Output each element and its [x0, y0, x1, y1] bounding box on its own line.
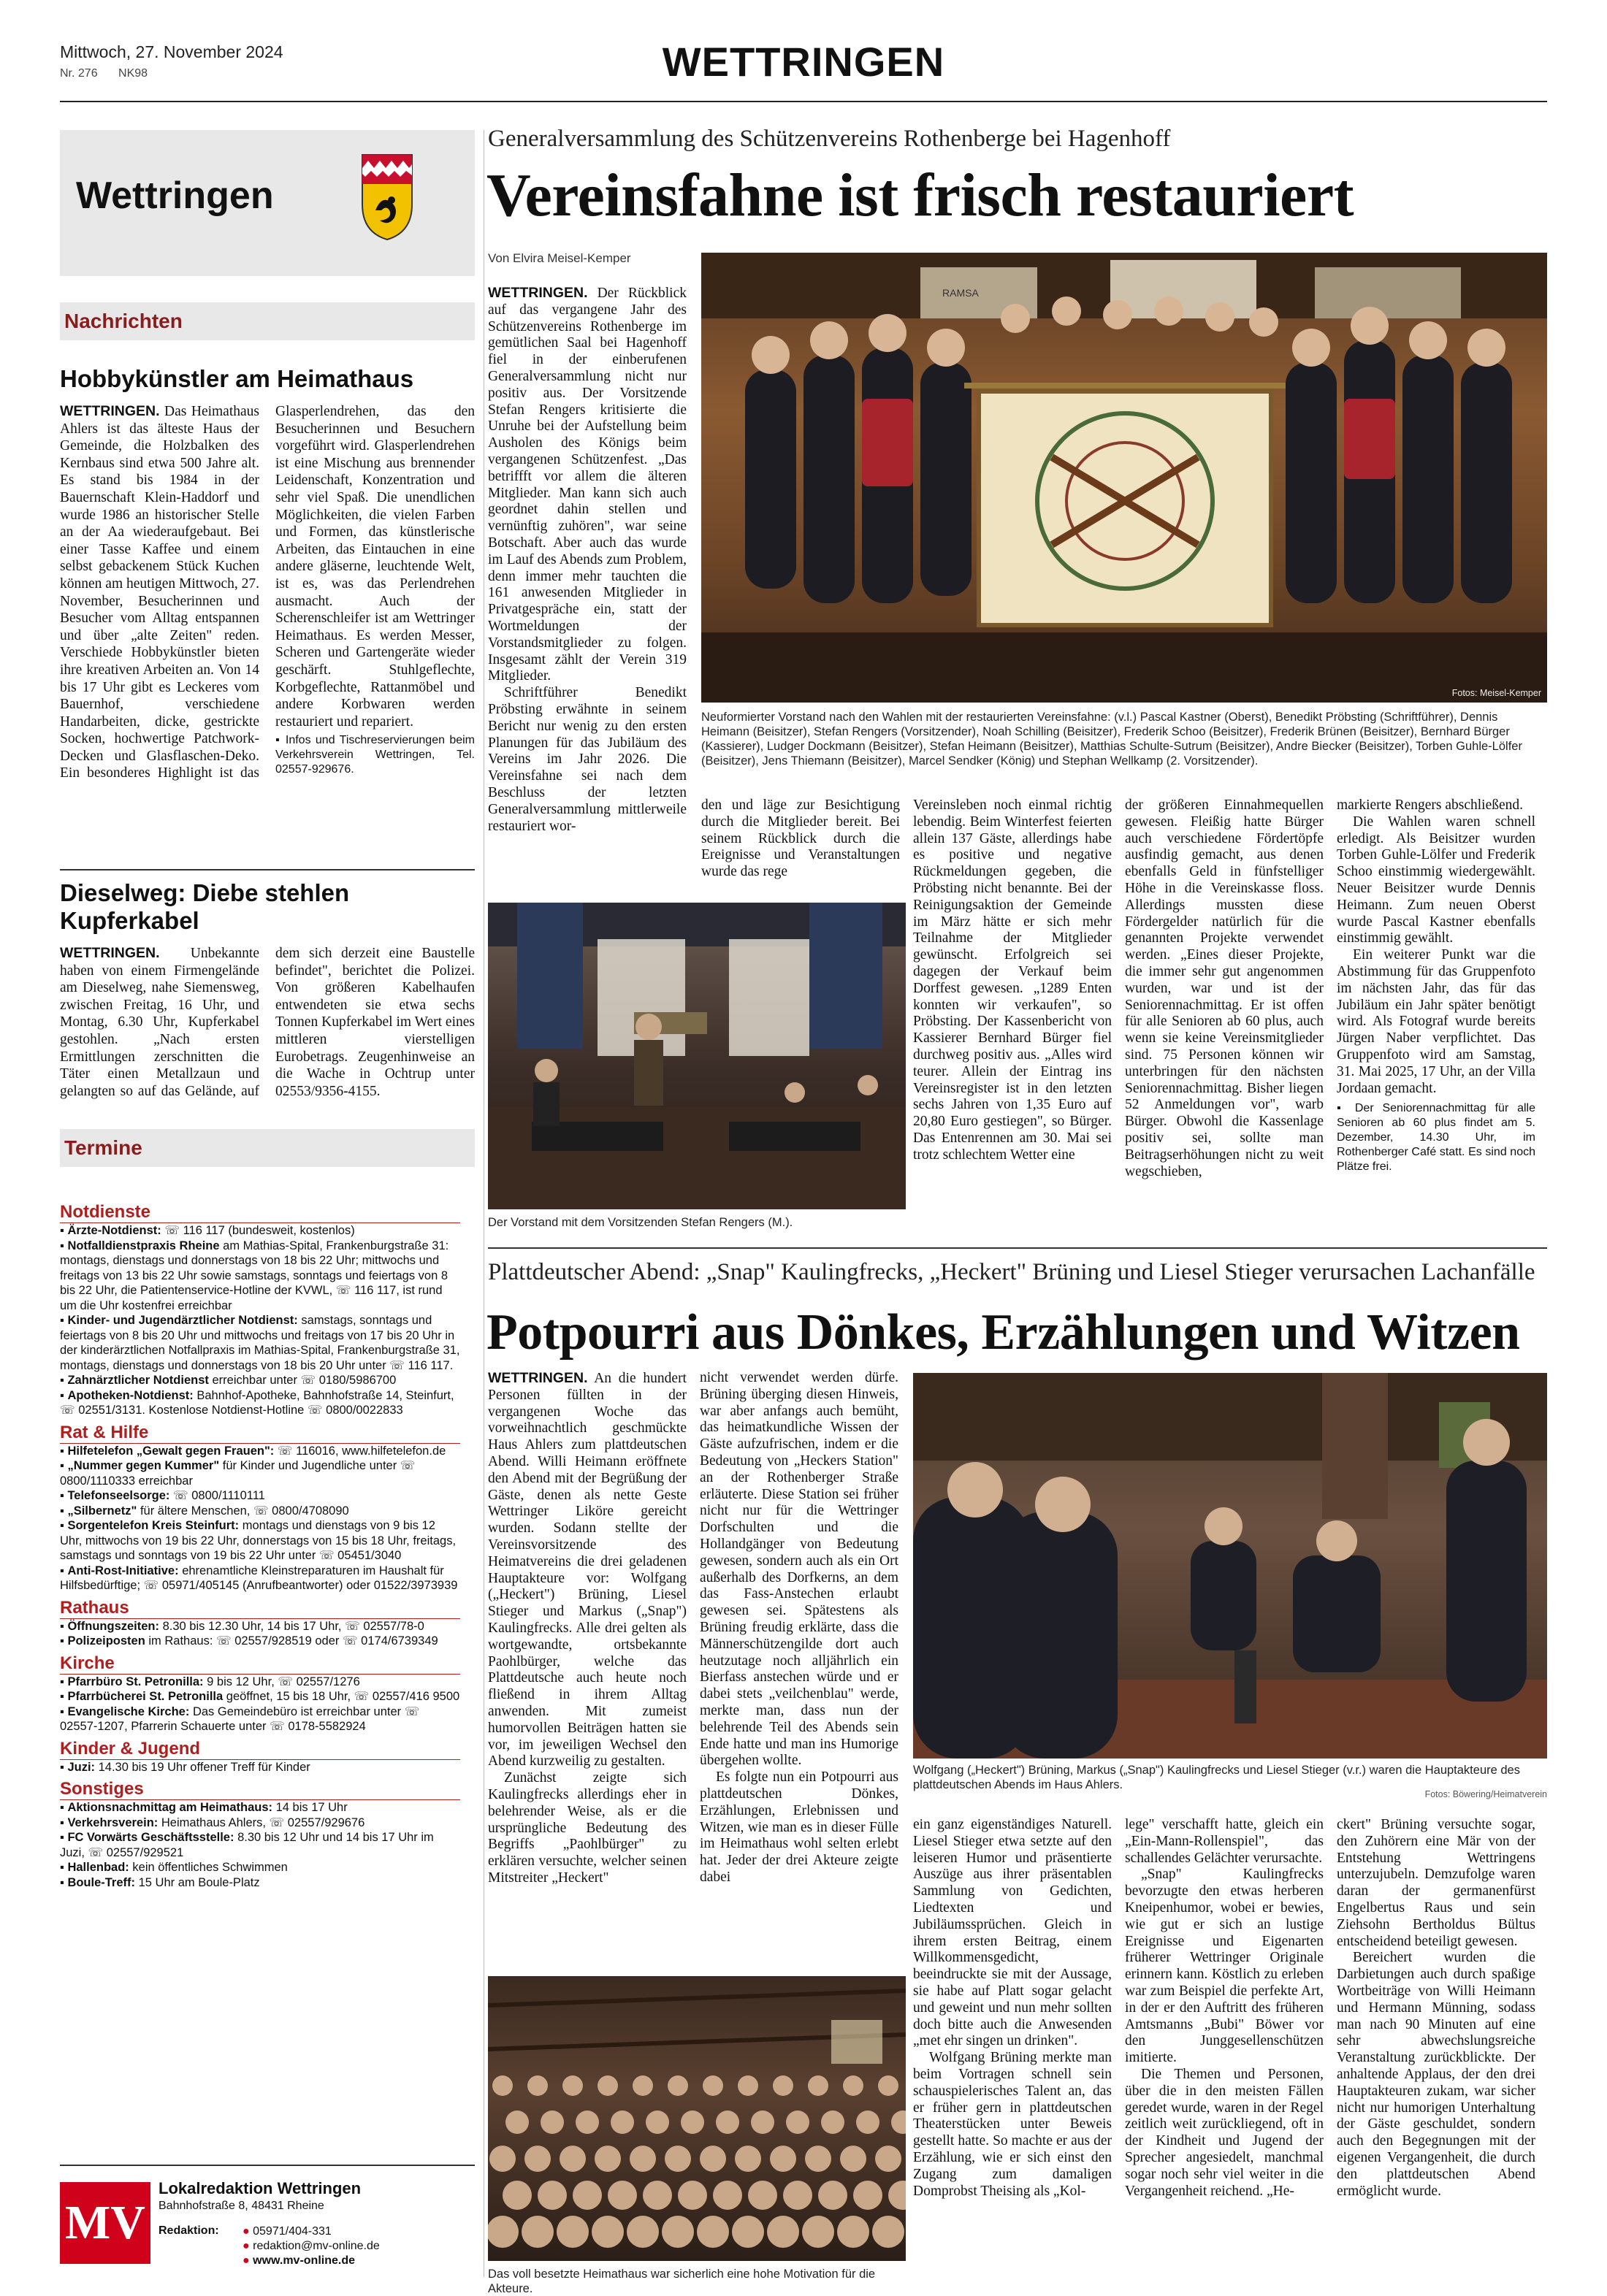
service-item — [60, 1388, 460, 1418]
news-heading: Nachrichten — [60, 302, 475, 340]
service-item-label: Aktionsnachmittag am Heimathaus: — [67, 1801, 272, 1814]
audience-head — [611, 2111, 634, 2134]
bullet-icon: ▪ — [60, 1444, 68, 1458]
footer-phone[interactable] — [243, 2224, 380, 2239]
mail-icon: ● — [243, 2240, 250, 2252]
service-group-heading: Rathaus — [60, 1598, 460, 1619]
audience-head — [713, 2181, 742, 2210]
service-group-heading: Rat & Hilfe — [60, 1423, 460, 1444]
service-item-label: Kinder- und Jugendärztlicher Notdienst: — [67, 1314, 298, 1327]
service-item-label: Zahnärztlicher Notdienst — [67, 1374, 209, 1387]
audience-head — [492, 2075, 513, 2096]
article1-col4: der größeren Einnahmequellen gewesen. Fleißig hatte Bürger auch verschiedene Fördertöpfe ausfindig gemacht, aus denen ebenfalls Geld in fünfstelliger Höhe in die Vereinskasse floss. Allerdings mussten diese Fördergelder natürlich für die genannten Projekte verwendet werden. „Eines dieser Projekte, die immer sehr gut angenommen wurden, war und ist der Seniorennachmittag. Er ist offen für alle Senioren ab 60 plus, auch wenn sie keine Vereinsmitglieder sind. 75 Personen können wir unterbringen für den nächsten Seniorennachmittag. Bisher liegen 52 Anmeldungen vor", warb Bürger. Obwohl die Kassenlage positiv sei, sollte man Beitragserhöhungen nicht zu weit wegschieben, — [1125, 797, 1324, 1179]
bullet-icon: ▪ — [60, 1519, 68, 1532]
audience-head — [697, 2216, 729, 2248]
service-group-heading: Kirche — [60, 1653, 460, 1675]
issue-date: Mittwoch, 27. November 2024 — [60, 42, 283, 61]
bullet-icon: ▪ — [60, 1815, 68, 1829]
audience-head — [598, 2075, 618, 2096]
service-item-text: 14 bis 17 Uhr — [275, 1801, 348, 1814]
audience-head — [751, 2111, 774, 2134]
service-item-label: Pfarrbücherei St. Petronilla — [67, 1690, 224, 1703]
service-item-label: Ärzte-Notdienst: — [67, 1224, 161, 1237]
story-diesel-body — [60, 945, 475, 1100]
audience-head — [541, 2111, 564, 2134]
service-item-text: Bahnhof-Apotheke, Bahnhofstraße 14, Steinfurt, ☏ 02551/3131. Kostenlose Notdienst-Hotline ☏ 0800/0022833 — [60, 1388, 454, 1417]
audience-head — [630, 2146, 656, 2172]
audience-head — [786, 2111, 809, 2134]
service-item — [60, 1689, 460, 1704]
service-item-label: Pfarrbüro St. Petronilla: — [67, 1675, 204, 1688]
bullet-icon: ▪ — [60, 1861, 68, 1874]
performers-photo — [913, 1373, 1547, 1759]
article2-col2b: Es folgte nun ein Potpourri aus plattdeutschen Dönkes, Erzählungen, Erlebnissen und Witzen, wie man es in dieser Fülle im Heimathaus wohl selten erlebt hat. Jeder der drei Akteure zeigte dabei — [700, 1769, 898, 1885]
bullet-icon: ▪ — [60, 1875, 68, 1889]
audience-head — [538, 2181, 567, 2210]
story-diesel-title: Dieselweg: Diebe stehlen Kupferkabel — [60, 879, 350, 934]
service-item — [60, 1675, 460, 1690]
audience-head — [524, 2146, 551, 2172]
audience-head — [735, 2146, 761, 2172]
bullet-icon: ▪ — [60, 1459, 68, 1472]
audience-head — [837, 2216, 869, 2248]
service-item — [60, 1800, 460, 1815]
audience-head — [818, 2181, 847, 2210]
audience-head — [805, 2146, 831, 2172]
audience-head — [488, 2216, 519, 2248]
audience-head — [748, 2181, 777, 2210]
footer-divider — [60, 2165, 475, 2166]
service-item — [60, 1760, 460, 1775]
article2-headline: Potpourri aus Dönkes, Erzählungen und Witzen — [486, 1304, 1520, 1361]
audience-head — [627, 2216, 659, 2248]
audience-head — [505, 2111, 529, 2134]
mv-logo: MV — [60, 2182, 150, 2264]
service-item-label: Evangelische Kirche: — [67, 1704, 190, 1718]
footer-web-text: www.mv-online.de — [253, 2254, 355, 2267]
service-item-label: Öffnungszeiten: — [67, 1619, 160, 1633]
service-item — [60, 1313, 460, 1373]
audience-head — [522, 2216, 554, 2248]
service-item-label: Anti-Rost-Initiative: — [67, 1564, 179, 1577]
termine-heading: Termine — [60, 1129, 475, 1167]
service-item — [60, 1704, 460, 1734]
service-item-label: Telefonseelsorge: — [67, 1489, 170, 1502]
article1-col1b: Schriftführer Benedikt Pröbsting erwähnte in seinem Bericht nur wenig zu den ersten Planungen für das Jubiläum des Vereins im Jahr 2026. Die Vereinsfahne sei nach dem Beschluss der letzten Generalversammlung mittlerweile restauriert wor- — [488, 685, 687, 834]
audience-photo — [488, 1976, 906, 2261]
audience-head — [872, 2216, 904, 2248]
audience-head — [783, 2181, 812, 2210]
audience-head — [592, 2216, 624, 2248]
bullet-icon: ▪ — [60, 1314, 68, 1327]
article2-col3a: ein ganz eigenständiges Naturell. Liesel Stieger etwa setzte auf den leiseren Humor und präsentierte Auszüge aus ihrer präsentablen Sammlung von Gedichten, Liedtexten und Jubiläumssprüchen. Gleich in ihrem ersten Beitrag, einem Willkommensgedicht, beeindruckte sie mit der Aussage, sie habe auf Platt sogar gelacht und geweint und nun mehr sollten doch bitte auch die Anwesenden „met ehr singen un drinken". — [913, 1817, 1112, 2049]
globe-icon: ● — [243, 2254, 250, 2267]
audience-head — [878, 2075, 898, 2096]
audience-head — [646, 2111, 669, 2134]
audience-head — [678, 2181, 707, 2210]
service-item-text: im Rathaus: ☏ 02557/928519 oder ☏ 0174/6739349 — [148, 1634, 438, 1648]
service-item-label: „Silbernetz" — [67, 1504, 137, 1518]
footer-email-text: redaktion@mv-online.de — [253, 2240, 380, 2252]
service-item-text: ☏ 0800/1110111 — [173, 1489, 265, 1502]
edition-code: NK98 — [118, 67, 148, 80]
masthead-rule — [60, 101, 1547, 102]
article1-byline: Von Elvira Meisel-Kemper — [488, 251, 631, 265]
bullet-icon: ▪ — [60, 1831, 68, 1844]
story-hobby-body — [60, 403, 475, 782]
audience-head — [668, 2075, 688, 2096]
story-hobby — [60, 365, 475, 782]
service-item-label: Sorgentelefon Kreis Steinfurt: — [67, 1519, 240, 1532]
service-item-text: Heimathaus Ahlers, ☏ 02557/929676 — [161, 1815, 365, 1829]
speaker-photo-art — [488, 903, 906, 1209]
audience-head — [633, 2075, 653, 2096]
article2-col4 — [1125, 1817, 1324, 2200]
service-item — [60, 1564, 460, 1593]
service-item-label: Verkehrsverein: — [67, 1815, 159, 1829]
bullet-icon: ▪ — [60, 1760, 68, 1774]
service-item-text: am Mathias-Spital, Frankenburgstraße 31: montags, dienstags und donnerstags von 18 bis 22 Uhr; mittwochs und freitags von 13 bis 22 Uhr sowie samstags, sonntags und feiertags von 8 bis 22 Uhr, die Patientenservice-Hotline der KVWL, ☏ 116 117, ist rund um die Uhr kostenfrei erreichbar — [60, 1239, 449, 1312]
service-item-label: Apotheken-Notdienst: — [67, 1388, 194, 1402]
group-photo — [701, 253, 1547, 703]
audience-head — [595, 2146, 621, 2172]
article2-col4b: „Snap" Kaulingfrecks bevorzugte den etwas herberen Kneipenhumor, wobei er bewies, wie gut er sich an lustige Ereignisse und Eigenarten früherer Wettringer Originale erinnern kann. Köstlich zu erleben war zum Beispiel die perfekte Art, in der er den Auftritt des früheren Amtsmanns „Bubi" Böwer vor den Junggesellenschützen imitierte. — [1125, 1867, 1324, 2066]
audience-head — [562, 2075, 583, 2096]
service-item — [60, 1860, 460, 1875]
article1-col2: den und läge zur Besichtigung durch die Mitglieder bereit. Bei seinem Rückblick durch die Ereignisse und Veranstaltungen wurde das rege — [701, 797, 900, 880]
audience-head — [716, 2111, 739, 2134]
article1-col5b: Die Wahlen waren schnell erledigt. Als Beisitzer wurden Torben Guhle-Lölfer und Frederik Schoo einstimmig wiedergewählt. Neuer Beisitzer wurde Dennis Heimann. Zum neuen Oberst wurde Pascal Kastner ebenfalls einstimmig gewählt. — [1337, 814, 1535, 946]
service-item-text: kein öffentliches Schwimmen — [132, 1861, 288, 1874]
audience-head — [840, 2146, 866, 2172]
audience-head — [773, 2075, 793, 2096]
article2-dateline: WETTRINGEN. — [488, 1370, 588, 1386]
story-hobby-info: ▪ Infos und Tischreservierungen beim Verkehrsverein Wettringen, Tel. 02557-929676. — [275, 734, 476, 776]
bullet-icon: ▪ — [60, 1504, 68, 1518]
service-item — [60, 1634, 460, 1649]
service-item — [60, 1223, 460, 1239]
audience-head — [665, 2146, 691, 2172]
footer-web[interactable] — [243, 2254, 380, 2268]
article1-kicker: Generalversammlung des Schützenvereins Rothenberge bei Hagenhoff — [488, 126, 1171, 152]
story-hobby-text: Das Heimathaus Ahlers ist das älteste Haus der Gemeinde, die Holzbalken des Kernbaus sind etwa 500 Jahre alt. Es stand bis 1984 in der Bauernschaft Klein-Haddorf und wurde 1986 an historischer Stelle an der Aa wiederaufgebaut. Bei einer Tasse Kaffee und einem selbst gebackenem Stück Kuchen können am heutigen Mittwoch, 27. November, Besucherinnen und Besucher vom Alltag entspannen und über „alte Zeiten" reden. Verschiede Hobbykünstler bieten ihre kreativen Arbeiten an. Von 14 bis 17 Uhr gibt es Leckeres vom Bauernhof, verschiedene Handarbeiten, dicke, gestrickte Socken, hochwertige Patchwork-Decken und Glasflaschen-Deko. Ein besonderes Highlight ist das Glasperlendrehen, das den Besucherinnen und Besuchern vorgeführt wird. Glasperlendrehen ist eine Mischung aus brennender Leidenschaft, Konzentration und sehr viel Spaß. Die unendlichen Möglichkeiten, die vielen Farben und Formen, das künstlerische Arbeiten, das Eintauchen in eine andere gläserne, leuchtende Welt, ist es, was das Perlendrehen ausmacht. Auch der Scherenschleifer ist am Wettringer Heimathaus. Es werden Messer, Scheren und Gartengeräte wieder geschärft. Stuhlgeflechte, Korbgeflechte, Rattanmöbel und andere Korbwaren werden restauriert und repariert. — [60, 404, 475, 781]
audience-head — [700, 2146, 726, 2172]
bullet-icon: ▪ — [60, 1690, 68, 1703]
audience-head — [767, 2216, 799, 2248]
audience-head — [853, 2181, 882, 2210]
audience-head — [681, 2111, 704, 2134]
service-item — [60, 1518, 460, 1564]
service-item-text: ☏ 116 117 (bundesweit, kostenlos) — [164, 1224, 355, 1237]
audience-head — [557, 2216, 589, 2248]
bullet-icon: ▪ — [60, 1239, 68, 1252]
article1-col5a: markierte Rengers abschließend. — [1337, 797, 1524, 813]
speaker-photo — [488, 903, 906, 1209]
service-group-heading: Notdienste — [60, 1202, 460, 1223]
caption-group-photo-text: Neuformierter Vorstand nach den Wahlen mit der restaurierten Vereinsfahne: (v.l.) Pascal Kastner (Oberst), Benedikt Pröbsting (Schriftführer), Dennis Heimann (Beisitzer), Stefan Rengers (Vorsitzender), Noah Schilling (Beisitzer), Frederik Schoo (Beisitzer), Frederik Brünen (Beisitzer), Bernhard Bürger (Kassierer), Ludger Dockmann (Beisitzer), Stefan Heimann (Beisitzer), Matthias Schulte-Sutrum (Beisitzer), Andre Biecker (Beisitzer), Torben Guhle-Lölfer (Beisitzer), Jens Thiemann (Beisitzer), Marcel Sendker (König) und Stephan Wellkamp (2. Vorsitzender). — [701, 711, 1522, 768]
phone-icon: ● — [243, 2225, 250, 2238]
service-item — [60, 1830, 460, 1860]
story-diesel-dateline: WETTRINGEN. — [60, 945, 160, 961]
issue-number: Nr. 276 — [60, 67, 98, 80]
bullet-icon: ▪ — [60, 1388, 68, 1402]
bullet-icon: ▪ — [60, 1374, 68, 1387]
article1-col1 — [488, 285, 687, 835]
service-group-heading: Sonstiges — [60, 1779, 460, 1800]
story-diesel — [60, 879, 475, 1100]
article2-col2 — [700, 1370, 898, 1886]
caption-speaker-photo: Der Vorstand mit dem Vorsitzenden Stefan Rengers (M.). — [488, 1216, 793, 1229]
audience-head — [888, 2181, 906, 2210]
article2-col5a: ckert" Brüning versuchte sogar, den Zuhörern eine Mär von der Entstehung Wettringens unterzujubeln. Demzufolge waren daran der germanenfürst Engelbertus Raus und sein Ziehsohn Bertholdus Bültus entscheidend beteiligt gewesen. — [1337, 1817, 1535, 1949]
service-item-text: geöffnet, 15 bis 18 Uhr, ☏ 02557/416 9500 — [226, 1690, 460, 1703]
caption-group-photo — [701, 710, 1547, 768]
service-item-text: samstags, sonntags und feiertags von 8 bis 20 Uhr und mittwochs und freitags von 17 bis 20 Uhr in der kinderärztlichen Notfallpraxis im Mathias-Spital, Frankenburgstraße 31, montags, dienstags und donnerstags von 18 bis 20 Uhr unter ☏ 116 117. — [60, 1314, 460, 1372]
service-item-text: für ältere Menschen, ☏ 0800/4708090 — [140, 1504, 349, 1518]
service-item-label: Notfalldienstpraxis Rheine — [67, 1239, 220, 1252]
group-photo-art — [701, 253, 1547, 703]
service-item — [60, 1373, 460, 1388]
service-item-text: Das Gemeindebüro ist erreichbar unter ☏ 02557-1207, Pfarrerin Schauerte unter ☏ 0178-5582924 — [60, 1704, 420, 1733]
audience-head — [703, 2075, 723, 2096]
bullet-icon: ▪ — [60, 1564, 68, 1577]
svg-text:RAMSA: RAMSA — [942, 287, 979, 299]
audience-head — [843, 2075, 863, 2096]
footer-title: Lokalredaktion Wettringen — [159, 2179, 362, 2197]
story-hobby-info-text: Infos und Tischreservierungen beim Verkehrsverein Wettringen, Tel. 02557-929676. — [275, 734, 476, 776]
service-item-text: ehrenamtliche Kleinstreparaturen im Haushalt für Hilfsbedürftige; ☏ 05971/405145 (Anrufbeantworter) oder 01522/3973939 — [60, 1564, 458, 1592]
service-item-label: Boule-Treff: — [67, 1875, 136, 1889]
footer-address: Bahnhofstraße 8, 48431 Rheine — [159, 2200, 324, 2212]
bullet-icon: ▪ — [60, 1801, 68, 1814]
article2-col1-text: An die hundert Personen füllten in der vergangenen Woche das vorweihnachtlich geschmückte Haus Ahlers zum plattdeutschen Abend. Willi Heimann eröffnete den Abend mit der Begrüßung der Gäste, denen als nette Geste Wettringer Liköre gereicht wurden. Sodann stellte der Vereinsvorsitzende des Heimatvereins die drei geladenen Hauptakteure vor: Wolfgang („Heckert") Brüning, Liesel Stieger und Markus („Snap") Kaulingfrecks. Alle drei gelten als wortgewandte, ortsbekannte Paohlbürger, welche das Plattdeutsche auch heute noch fließend in ihrem Alltag anwenden. Mit zumeist humorvollen Beiträgen hatten sie vor, im jeweiligen Wechsel den Abend kurzweilig zu gestalten. — [488, 1371, 687, 1769]
article1-dateline: WETTRINGEN. — [488, 285, 588, 301]
credit-performers-photo: Fotos: Böwering/Heimatverein — [1424, 1789, 1547, 1799]
article1-col3: Vereinsleben noch einmal richtig lebendig. Beim Winterfest feierten allein 137 Gäste, allerdings habe es positive und negative Rückmeldungen gegeben, die Pröbsting nicht benannte. Bei der Reinigungsaktion der Gemeinde im März hätte er sich mehr Teilnahme der Mitglieder gewünscht. Erfolgreich sei dagegen der Verkauf beim Dorffest gewesen. „1289 Enten konnten wir verkaufen", so Pröbsting. Der Kassenbericht von Kassierer Bernhard Bürger fiel durchweg positiv aus. „Alles wird teurer. Allein der Eintrag ins Vereinsregister ist in den letzten sechs Jahren von 1,35 Euro auf 20,80 Euro gestiegen", so Bürger. Das Entenrennen am 30. Mai sei trotz schlechtem Wetter eine — [913, 797, 1112, 1163]
service-item — [60, 1619, 460, 1634]
editorial-footer — [60, 2175, 475, 2270]
service-item — [60, 1239, 460, 1314]
audience-head — [891, 2111, 906, 2134]
bullet-icon: ▪ — [60, 1224, 68, 1237]
services-list — [60, 1198, 460, 1890]
service-group-heading: Kinder & Jugend — [60, 1739, 460, 1760]
service-item-text: 9 bis 12 Uhr, ☏ 02557/1276 — [207, 1675, 360, 1688]
bullet-icon: ▪ — [60, 1634, 68, 1648]
audience-head — [608, 2181, 637, 2210]
audience-head — [770, 2146, 796, 2172]
audience-head — [808, 2075, 828, 2096]
audience-photo-art — [488, 1976, 906, 2261]
service-item-text: 8.30 bis 12.30 Uhr, 14 bis 17 Uhr, ☏ 02557/78-0 — [162, 1619, 424, 1633]
caption-performers-photo: Wolfgang („Heckert") Brüning, Markus („Snap") Kaulingfrecks und Liesel Stieger (v.r.) waren die Hauptakteure des plattdeutschen Abends im Haus Ahlers. — [913, 1764, 1520, 1791]
service-item-text: für Kinder und Jugendliche unter ☏ 0800/1110333 erreichbar — [60, 1459, 416, 1488]
service-item-text: 15 Uhr am Boule-Platz — [138, 1875, 260, 1889]
service-item — [60, 1444, 460, 1459]
story-divider — [60, 869, 475, 870]
audience-head — [576, 2111, 599, 2134]
service-item — [60, 1458, 460, 1488]
audience-head — [643, 2181, 672, 2210]
article2-col3 — [913, 1817, 1112, 2200]
audience-head — [489, 2146, 516, 2172]
article2-col4a: lege" verschafft hatte, gleich ein „Ein-Mann-Rollenspiel", das schallendes Gelächter verursachte. — [1125, 1817, 1324, 1866]
place-name: Wettringen — [76, 175, 274, 217]
article2-col3b: Wolfgang Brüning merkte man beim Vortragen schnell sein schauspielerisches Talent an, das er früher gern in plattdeutschen Theaterstücken unter Beweis gestellt hatte. So machte er aus der Erzählung, wie er sich einst den Zugang zum damaligen Domprobst Theising als „Kol- — [913, 2050, 1112, 2199]
audience-head — [821, 2111, 844, 2134]
article2-col5b: Bereichert wurden die Darbietungen auch durch spaßige Wortbeiträge von Willi Heimann und Hermann Münning, sodass man nach 90 Minuten auf eine sehr abwechslungsreiche Veranstaltung zurückblickte. Der anhaltende Applaus, der den drei Hauptakteuren zukam, war sicher nicht nur humorigen Unterhaltung der Gäste geschuldet, sondern auch den Begegnungen mit der eigenen Vergangenheit, die durch den plattdeutschen Abend ermöglicht wurde. — [1337, 1950, 1535, 2199]
article1-col1-text: Der Rückblick auf das vergangene Jahr des Schützenvereins Rothenberge im gemütlichen Saal bei Hagenhoff fiel in der einberufenen Generalversammlung nicht nur positiv aus. Der Vorsitzende Stefan Rengers kritisierte die Unruhe bei der Aufstellung beim Ausholen des Königs beim vergangenen Schützenfest. „Das betriffft vor allem die älteren Mitglieder. Man kann sich auch geordnet dahin stellen und vernünftig zuhören", war seine Botschaft. Aber auch das wurde im Lauf des Abends zum Problem, denn immer mehr tauchten die 161 anwesenden Mitglieder in Privatgespräche ein, statt der Wortmeldungen der Vorstandsmitglieder zu folgen. Insgesamt zählt der Verein 319 Mitglieder. — [488, 286, 687, 684]
audience-head — [875, 2146, 901, 2172]
service-item-text: erreichbar unter ☏ 0180/5986700 — [212, 1374, 397, 1387]
performers-photo-art — [913, 1373, 1547, 1759]
service-item — [60, 1504, 460, 1519]
audience-head — [802, 2216, 834, 2248]
story-hobby-title: Hobbykünstler am Heimathaus — [60, 365, 414, 392]
article1-info-text: Der Seniorennachmittag für alle Senioren ab 60 plus findet am 5. Dezember, 14.30 Uhr, im Rothenberger Café statt. Es sind noch Plätze frei. — [1337, 1102, 1535, 1174]
article1-col5c: Ein weiterer Punkt war die Abstimmung für das Gruppenfoto im nächsten Jahr, das für das Jubiläum ein Jahr später benötigt wird. Als Fotograf wurde bereits Jürgen Naber verpflichtet. Das Gruppenfoto wird am Samstag, 31. Mai 2025, 17 Uhr, an der Villa Jordaan gemacht. — [1337, 947, 1535, 1096]
article1-info: ▪ Der Seniorennachmittag für alle Senioren ab 60 plus findet am 5. Dezember, 14.30 Uhr, im Rothenberger Café statt. Es sind noch Plätze frei. — [1337, 1102, 1535, 1174]
bullet-icon: ▪ — [60, 1675, 68, 1688]
service-item-label: FC Vorwärts Geschäftsstelle: — [67, 1831, 234, 1844]
story-hobby-dateline: WETTRINGEN. — [60, 403, 160, 419]
footer-email[interactable] — [243, 2239, 380, 2254]
article2-col5 — [1337, 1817, 1535, 2200]
coat-of-arms-icon — [361, 153, 413, 241]
audience-head — [560, 2146, 586, 2172]
service-item-label: Hilfetelefon „Gewalt gegen Frauen": — [67, 1444, 275, 1458]
service-item-text: montags und dienstags von 9 bis 12 Uhr, mittwochs von 19 bis 22 Uhr, donnerstags von 15 bis 18 Uhr, freitags, samstags und sonntags von 19 bis 22 Uhr unter ☏ 05451/3040 — [60, 1519, 457, 1562]
audience-head — [573, 2181, 602, 2210]
article1-headline: Vereinsfahne ist frisch restauriert — [486, 161, 1354, 229]
footer-contacts — [243, 2224, 380, 2268]
article2-col1 — [488, 1370, 687, 1887]
footer-label: Redaktion: — [159, 2224, 219, 2237]
service-item — [60, 1875, 460, 1891]
service-item — [60, 1815, 460, 1831]
service-item-text: 14.30 bis 19 Uhr offener Treff für Kinder — [98, 1760, 310, 1774]
article1-col5 — [1337, 797, 1535, 1174]
audience-head — [732, 2216, 764, 2248]
credit-group-photo: Fotos: Meisel-Kemper — [1451, 688, 1541, 698]
audience-head — [856, 2111, 879, 2134]
bullet-icon: ▪ — [60, 1704, 68, 1718]
service-item — [60, 1488, 460, 1504]
footer-phone-text: 05971/404-331 — [253, 2225, 332, 2238]
bullet-icon: ▪ — [60, 1489, 68, 1502]
article2-col4c: Die Themen und Personen, über die in den meisten Fällen geredet wurde, waren in der Regel zeitlich weit zurückliegend, oft in der Kindheit und Jugend der Sprecher angesiedelt, manchmal sogar noch sehr viel weiter in die Vergangenheit reichend. „He- — [1125, 2066, 1324, 2199]
service-item-label: Juzi: — [67, 1760, 96, 1774]
article2-col1b: Zunächst zeigte sich Kaulingfrecks allerdings eher in belehrender Weise, als er die ursprüngliche Bedeutung des Begriffs „Paohlbürger" zu erklären versuchte, welcher seinen Mitstreiter „Heckert" — [488, 1770, 687, 1886]
service-item-text: ☏ 116016, www.hilfetelefon.de — [277, 1444, 446, 1458]
story-diesel-text: Unbekannte haben von einem Firmengelände am Dieselweg, nahe Siemensweg, zwischen Freitag, 16 Uhr, und Montag, 6.30 Uhr, Kupferkabel gestohlen. „Nach ersten Ermittlungen zerschnitten die Täter einen Metallzaun und gelangten so auf das Gelände, auf dem sich derzeit eine Baustelle befindet", berichtet die Polizei. Von größeren Kabelhaufen entwendeten sie etwa sechs Tonnen Kupferkabel im Wert eines mittleren vierstelligen Eurobetrags. Zeugenhinweise an die Wache in Ochtrup unter 02553/9356-4155. — [60, 946, 475, 1099]
article-divider — [488, 1247, 1547, 1249]
service-item-label: „Nummer gegen Kummer" — [67, 1459, 220, 1472]
audience-head — [662, 2216, 694, 2248]
audience-head — [503, 2181, 532, 2210]
service-item-label: Hallenbad: — [67, 1861, 129, 1874]
audience-head — [527, 2075, 548, 2096]
bullet-icon: ▪ — [60, 1619, 68, 1633]
service-item-label: Polizeiposten — [67, 1634, 145, 1648]
audience-head — [738, 2075, 758, 2096]
article2-kicker: Plattdeutscher Abend: „Snap" Kaulingfrecks, „Heckert" Brüning und Liesel Stieger verursachen Lachanfälle — [488, 1259, 1535, 1285]
caption-audience-photo: Das voll besetzte Heimathaus war sicherlich eine hohe Motivation für die Akteure. — [488, 2268, 876, 2295]
service-item-text: 8.30 bis 12 Uhr und 14 bis 17 Uhr im Juzi, ☏ 02557/929521 — [60, 1831, 434, 1859]
article2-col2a: nicht verwendet werden dürfe. Brüning überging diesen Hinweis, war aber anfangs auch bemüht, das heimatkundliche Wissen der Gäste aufzufrischen, indem er die Bedeutung von „Heckers Station" an der Rothenberger Straße erläuterte. Diese Station sei früher nicht nur für die Wettringer Dorfschulten und die Hollandgänger von Bedeutung gewesen, sondern auch als ein Ort außerhalb des Dorfkerns, an dem das Fass-Anstechen erlaubt gewesen sei. Spätestens als Brüning freudig erklärte, dass die Männerschützengilde dort auch heutzutage noch alljährlich ein Bierfass anstechen würde und er dabei stets „veilchenblau" werde, merkte man, dass nun der belehrende Teil des Abends sein Ende hatte und man ins Humorige übergehen wollte. — [700, 1370, 898, 1769]
section-title: WETTRINGEN — [662, 39, 945, 85]
